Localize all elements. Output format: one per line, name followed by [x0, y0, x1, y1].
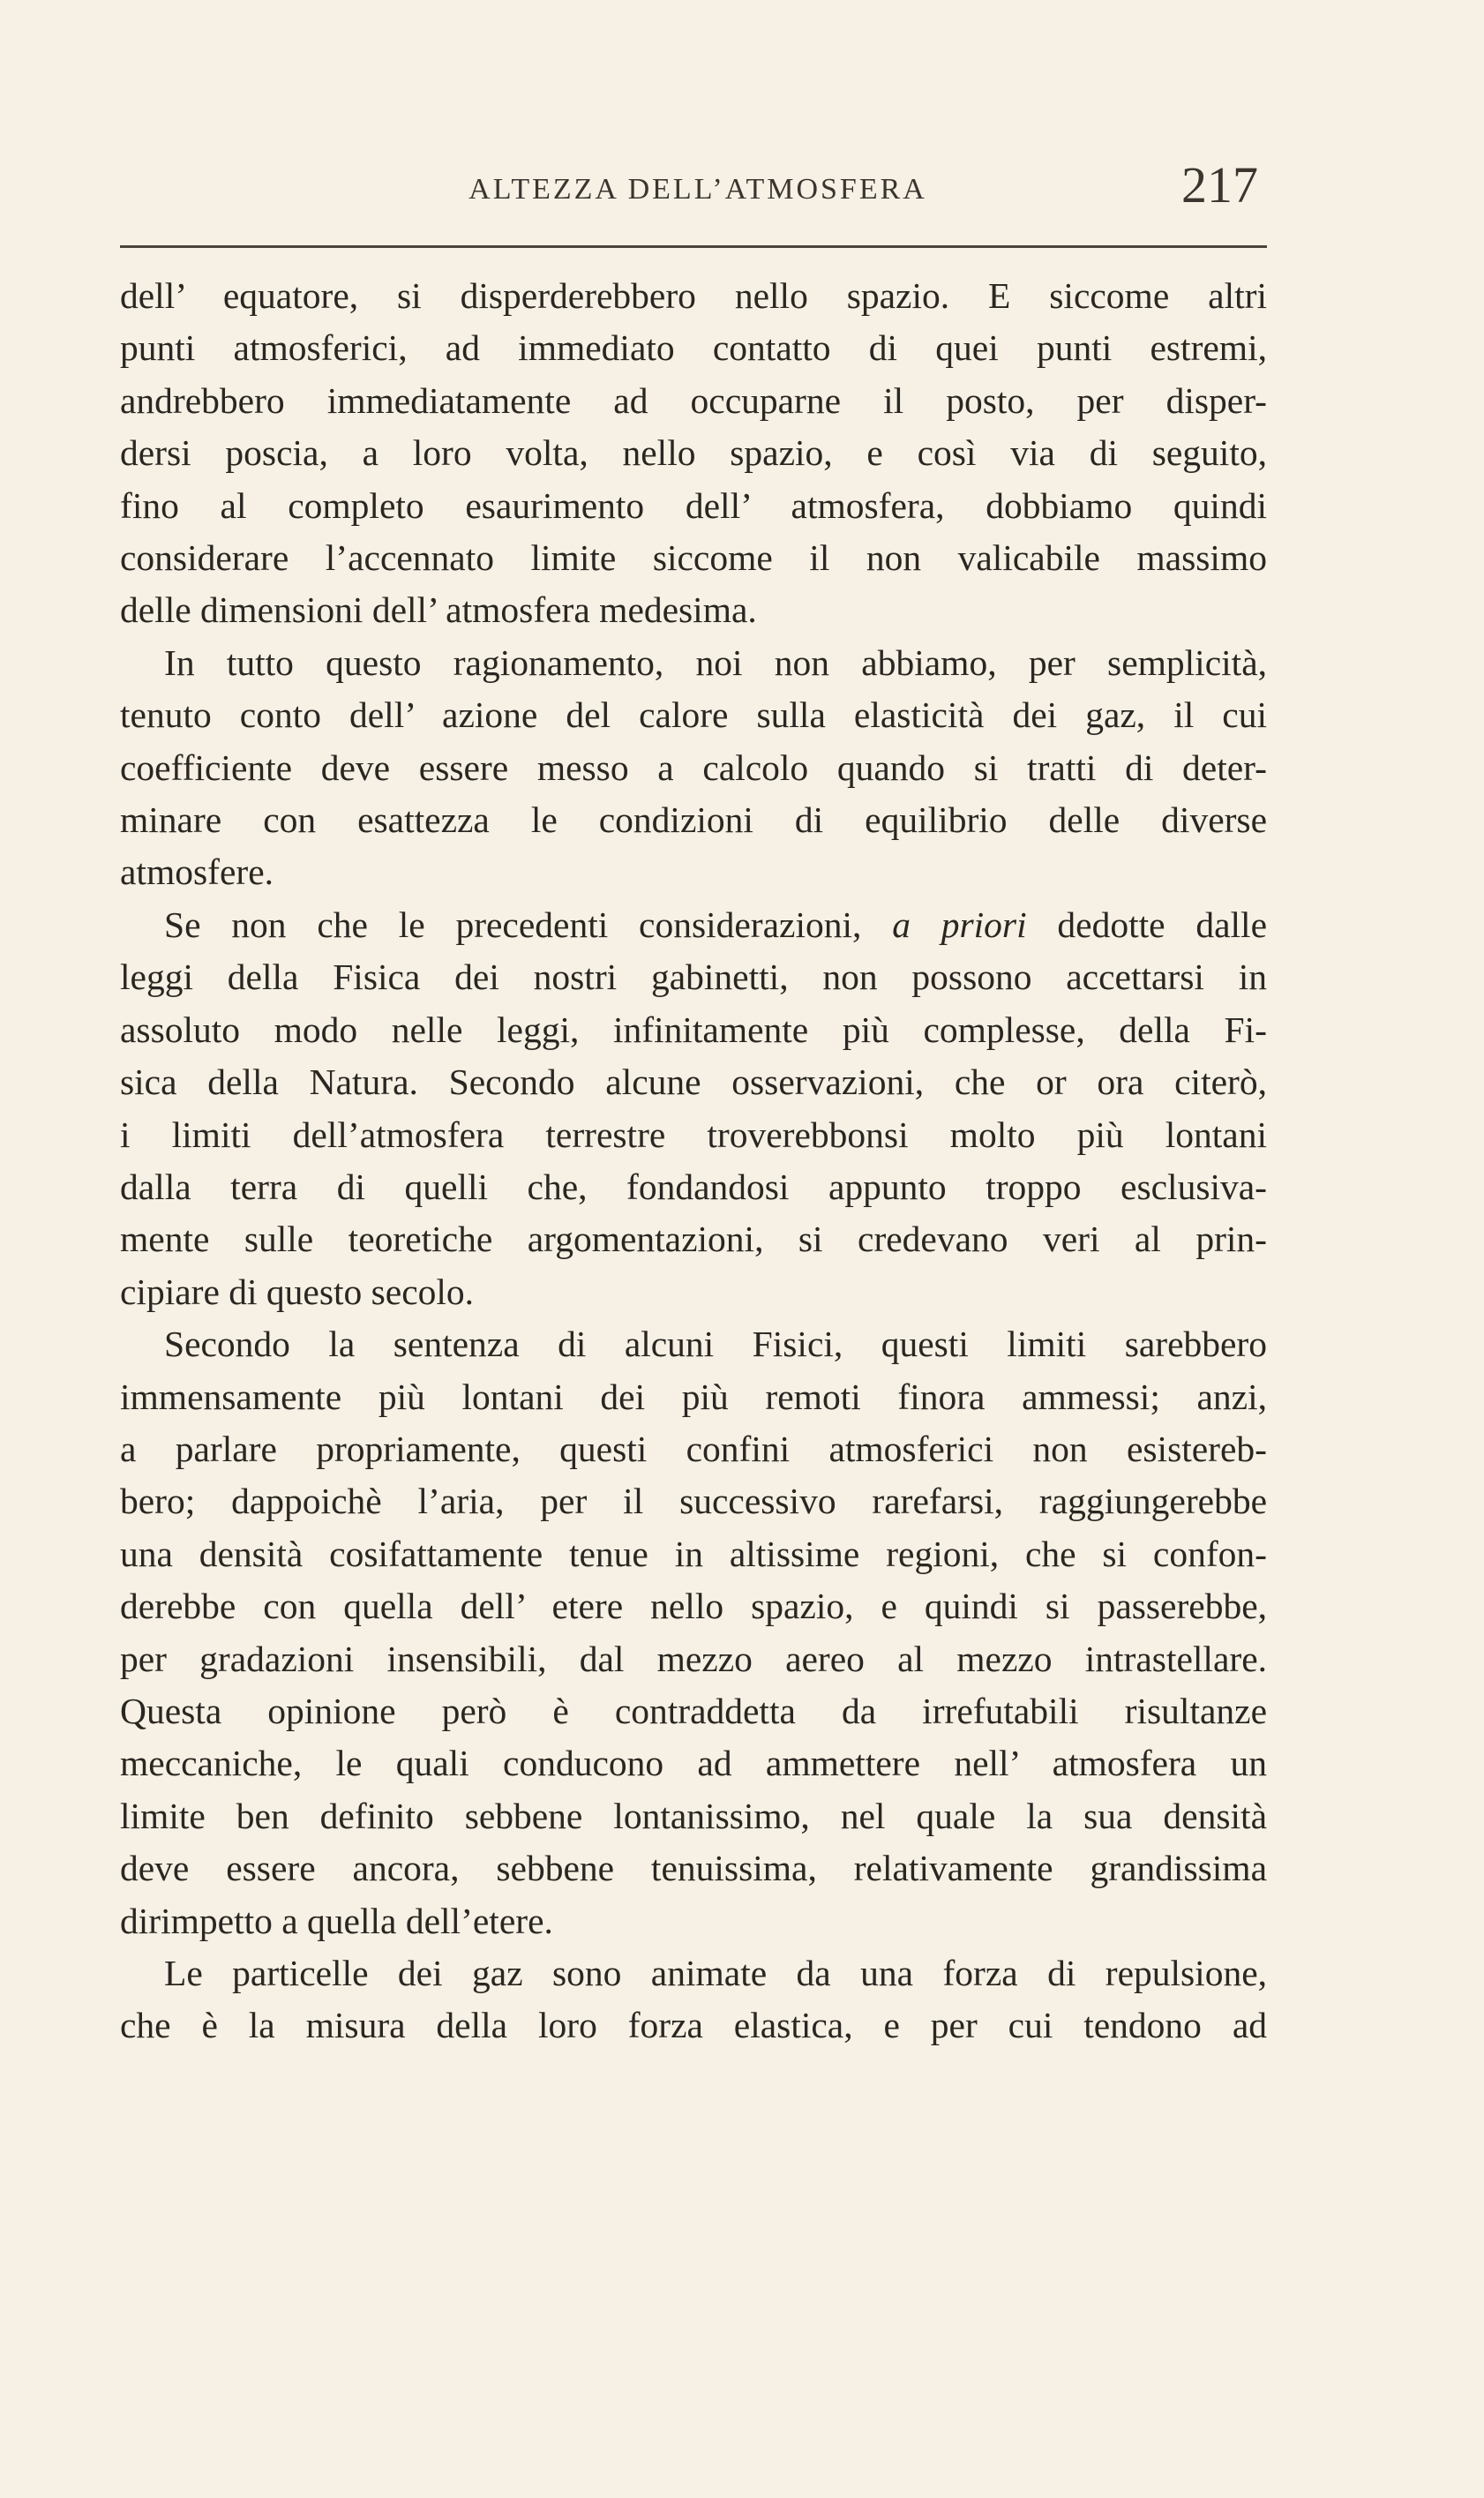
text-line: fino al completo esaurimento dell’ atmosfera, dobbiamo quindi [120, 484, 1267, 526]
paragraph [120, 637, 1267, 899]
text-line: sica della Natura. Secondo alcune osservazioni, che or ora citerò, [120, 1061, 1267, 1103]
text-line: leggi della Fisica dei nostri gabinetti, non possono accettarsi in [120, 956, 1267, 998]
text-line: bero; dappoichè l’aria, per il successivo rarefarsi, raggiungerebbe [120, 1481, 1267, 1522]
text-line: delle dimensioni dell’ atmosfera medesima. [120, 589, 757, 631]
text-line: tenuto conto dell’ azione del calore sulla elasticità dei gaz, il cui [120, 694, 1267, 736]
paragraph [120, 899, 1267, 1318]
text-line: meccaniche, le quali conducono ad ammettere nell’ atmosfera un [120, 1743, 1267, 1784]
paragraph [120, 270, 1267, 637]
text-line: che è la misura della loro forza elastica, e per cui tendono ad [120, 2005, 1267, 2046]
text-line: Secondo la sentenza di alcuni Fisici, questi limiti sarebbero [164, 1324, 1267, 1365]
paragraph [120, 1685, 1267, 1947]
text-segment: dedotte dalle [1057, 904, 1267, 945]
text-line: atmosfere. [120, 851, 274, 893]
header-rule [120, 245, 1267, 248]
text-line: considerare l’accennato limite siccome il non valicabile massimo [120, 537, 1267, 579]
text-line: deve essere ancora, sebbene tenuissima, relativamente grandissima [120, 1848, 1267, 1889]
text-line: derebbe con quella dell’ etere nello spazio, e quindi si passerebbe, [120, 1586, 1267, 1627]
text-line: In tutto questo ragionamento, noi non abbiamo, per semplicità, [164, 641, 1267, 683]
text-line: assoluto modo nelle leggi, infinitamente più complesse, della Fi- [120, 1009, 1267, 1050]
text-line: limite ben definito sebbene lontanissimo, nel quale la sua densità [120, 1795, 1267, 1836]
text-line: una densità cosifattamente tenue in altissime regioni, che si confon- [120, 1533, 1267, 1574]
text-line [120, 899, 1267, 951]
text-line: Questa opinione però è contraddetta da irrefutabili risultanze [120, 1690, 1267, 1731]
body-text [120, 270, 1267, 2052]
text-line: andrebbero immediatamente ad occuparne il posto, per disper- [120, 379, 1267, 421]
text-line: i limiti dell’atmosfera terrestre troverebbonsi molto più lontani [120, 1114, 1267, 1155]
text-line: coefficiente deve essere messo a calcolo quando si tratti di deter- [120, 746, 1267, 788]
text-line: immensamente più lontani dei più remoti finora ammessi; anzi, [120, 1376, 1267, 1417]
running-title: ALTEZZA DELL’ATMOSFERA [468, 173, 927, 206]
text-line: punti atmosferici, ad immediato contatto di quei punti estremi, [120, 327, 1267, 369]
paragraph [120, 1318, 1267, 1685]
text-line: Le particelle dei gaz sono animate da una forza di repulsione, [164, 1953, 1267, 1993]
page-header [120, 148, 1276, 228]
paragraph [120, 1947, 1267, 2052]
text-line: minare con esattezza le condizioni di equilibrio delle diverse [120, 799, 1267, 841]
text-line: dersi poscia, a loro volta, nello spazio, e così via di seguito, [120, 432, 1267, 474]
page-number: 217 [1181, 156, 1258, 214]
text-line: cipiare di questo secolo. [120, 1271, 475, 1312]
text-line: per gradazioni insensibili, dal mezzo aereo al mezzo intrastellare. [120, 1638, 1267, 1679]
text-line: dalla terra di quelli che, fondandosi appunto troppo esclusiva- [120, 1166, 1267, 1207]
text-line: dirimpetto a quella dell’etere. [120, 1900, 553, 1941]
text-segment: Se non che le precedenti considerazioni, [164, 904, 862, 945]
text-line: a parlare propriamente, questi confini atmosferici non esistereb- [120, 1428, 1267, 1469]
text-line: mente sulle teoretiche argomentazioni, si credevano veri al prin- [120, 1219, 1267, 1260]
text-line: dell’ equatore, si disperderebbero nello spazio. E siccome altri [120, 275, 1267, 316]
italic-phrase: a priori [892, 904, 1027, 945]
